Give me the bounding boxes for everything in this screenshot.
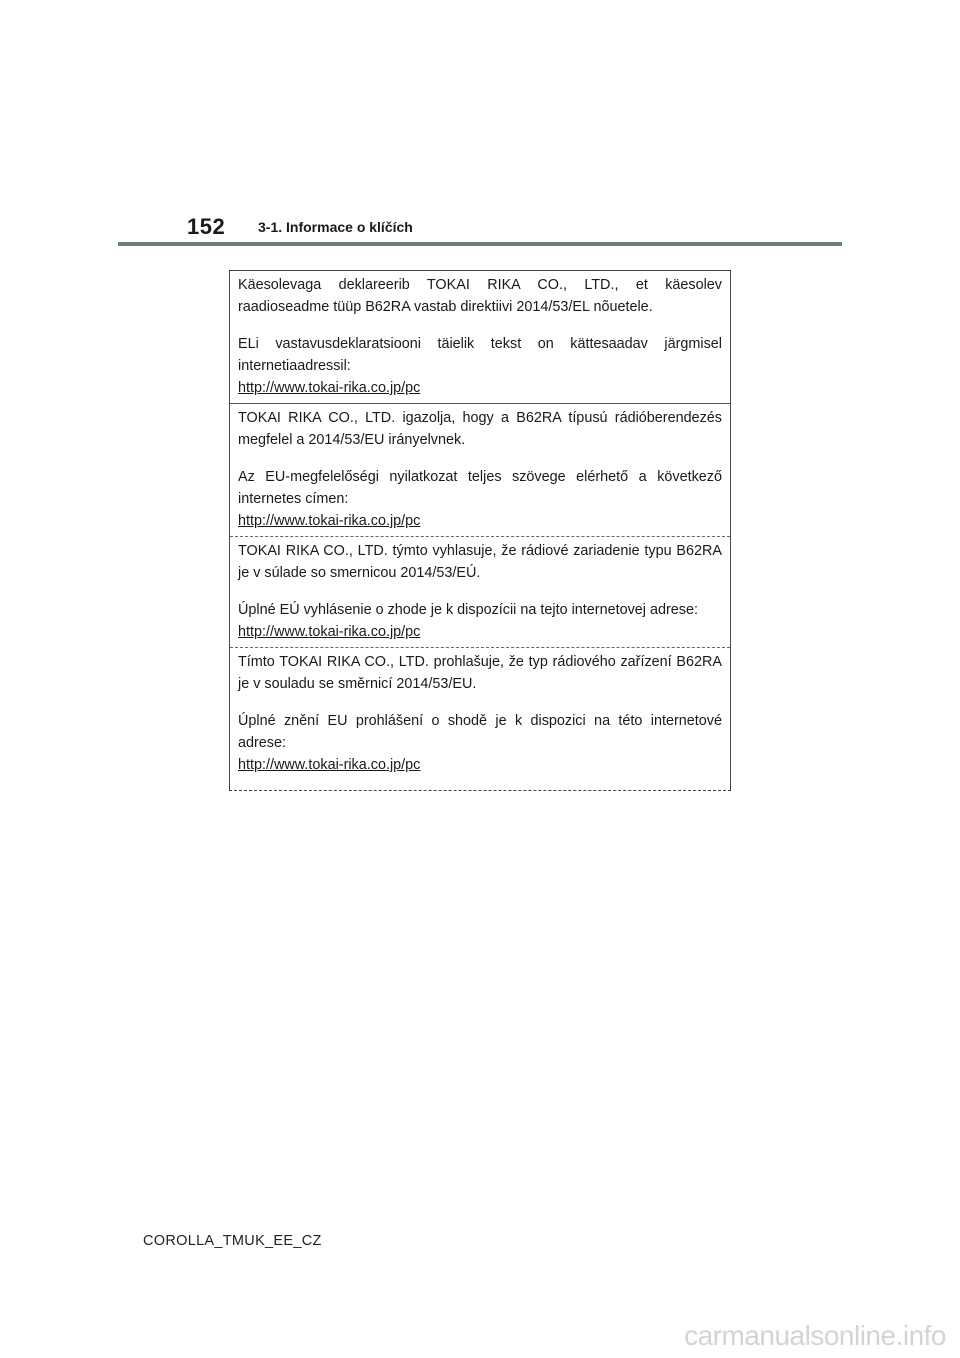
section-title: 3-1. Informace o klíčích [258,219,413,235]
document-code: COROLLA_TMUK_EE_CZ [143,1233,322,1249]
declaration-availability: ELi vastavusdeklaratsiooni täielik tekst on kättesaadav järgmisel internetiaadressil: [238,336,722,374]
declaration-notice-box [229,270,731,791]
declaration-block-hungarian [230,404,730,537]
declaration-link[interactable]: http://www.tokai-rika.co.jp/pc [238,757,421,773]
declaration-link[interactable]: http://www.tokai-rika.co.jp/pc [238,624,421,640]
declaration-block-slovak [230,537,730,648]
declaration-statement: Tímto TOKAI RIKA CO., LTD. prohlašuje, že typ rádiového zařízení B62RA je v souladu se směrnicí 2014/53/EU. [238,654,722,692]
watermark: carmanualsonline.info [684,1320,946,1351]
declaration-statement: TOKAI RIKA CO., LTD. týmto vyhlasuje, že rádiové zariadenie typu B62RA je v súlade so smernicou 2014/53/EÚ. [238,543,722,581]
declaration-block-czech [230,648,730,790]
declaration-availability: Az EU-megfelelőségi nyilatkozat teljes szövege elérhető a következő internetes címen: [238,469,722,507]
declaration-statement: TOKAI RIKA CO., LTD. igazolja, hogy a B62RA típusú rádióberendezés megfelel a 2014/53/EU irányelvnek. [238,410,722,448]
declaration-block-estonian [230,271,730,404]
header-rule [118,242,842,246]
declaration-link[interactable]: http://www.tokai-rika.co.jp/pc [238,380,421,396]
declaration-statement: Käesolevaga deklareerib TOKAI RIKA CO., LTD., et käesolev raadioseadme tüüp B62RA vastab direktiivi 2014/53/EL nõuetele. [238,277,722,315]
declaration-availability: Úplné znění EU prohlášení o shodě je k dispozici na této internetové adrese: [238,713,722,751]
declaration-link[interactable]: http://www.tokai-rika.co.jp/pc [238,513,421,529]
declaration-availability: Úplné EÚ vyhlásenie o zhode je k dispozícii na tejto internetovej adrese: [238,602,698,618]
page-number: 152 [187,214,226,239]
